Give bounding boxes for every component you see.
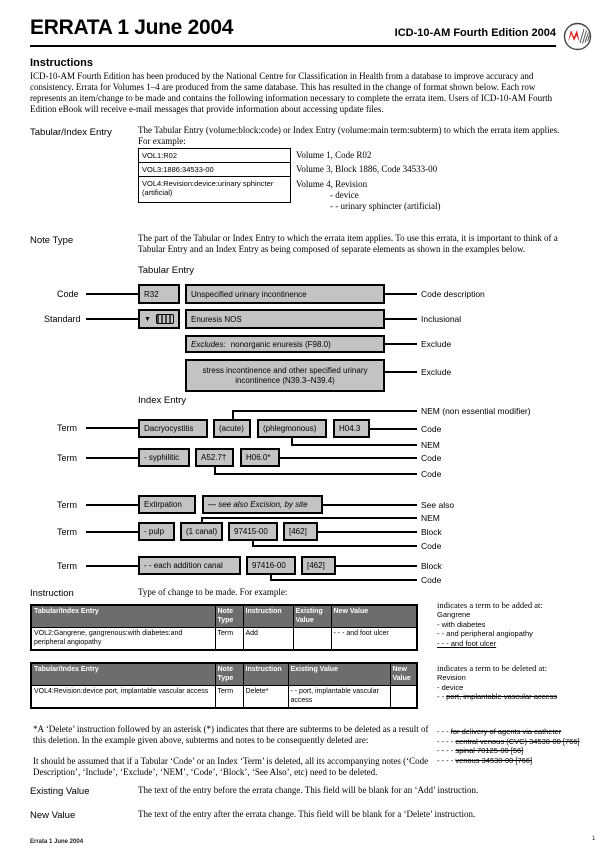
diagram-label-exclude: Exclude [421,339,452,349]
block-box: [462] [283,522,318,541]
connector-line [385,318,417,320]
index-term-box: Dacryocystitis [138,419,208,438]
ncch-logo-icon [563,22,592,51]
table-row [31,628,417,651]
diagram-label-exclude: Exclude [421,367,452,377]
cell-instruction: Delete* [243,686,288,709]
code-box: 97415-00 [228,522,278,541]
note-line: - with diabetes [437,619,486,629]
diagram-label-code: Code [421,575,442,585]
connector-line [214,473,417,475]
deleted-prefix: - - - - [437,755,456,765]
diagram-label-code: Code [421,424,442,434]
cell-entry: VOL2:Gangrene, gangrenous:with diabetes:and peripheral angiopathy [31,628,215,651]
new-value-description: The text of the entry after the errata change. This field will be blank for a ‘Delete’ instruction. [138,809,476,819]
col-header-existing-value: Existing Value [288,663,390,686]
note-line-added: - - - and foot ulcer [437,638,497,648]
excludes-text: nonorganic enuresis (F98.0) [230,339,331,349]
section-label-tabular-index-entry: Tabular/Index Entry [30,127,112,138]
deleted-text: venous 34530-00 [766] [455,755,533,765]
instructions-heading: Instructions [30,57,93,69]
col-header-instruction: Instruction [243,663,288,686]
see-also-box: — see also Excision, by site [202,495,323,514]
deleted-subterms-list [437,727,609,765]
section-label-instruction: Instruction [30,588,74,599]
note-intro: indicates a term to be deleted at: [437,663,547,673]
cell-new-value [390,686,417,709]
connector-line [201,517,417,519]
col-header-new-value: New Value [331,605,417,628]
tabular-index-description: The Tabular Entry (volume:block:code) or Index Entry (volume:main term:subterm) to which the errata item applies. [138,125,560,135]
diagram-label-code-description: Code description [421,289,485,299]
diagram-label-inclusional: Inclusional [421,314,462,324]
connector-line [323,504,417,506]
footer-title: Errata 1 June 2004 [30,839,84,845]
nem-box: (phlegmonous) [257,419,327,438]
note-line-deleted [437,692,609,702]
col-header-existing-value: Existing Value [293,605,331,628]
deleted-prefix: - - [437,692,447,701]
connector-line [270,579,417,581]
example-entry-box: VOL1:R02 [138,148,291,163]
col-header-note-type: Note Type [215,605,243,628]
connector-line [385,293,417,295]
connector-line [291,444,417,446]
connector-line [86,504,138,506]
excludes-box-2: stress incontinence and other specified urinary incontinence (N39.3–N39.4) [185,359,385,392]
existing-value-description: The text of the entry before the errata change. This field will be blank for an ‘Add’ instruction. [138,785,479,795]
diagram-label-code: Code [57,289,79,299]
connector-line [280,457,417,459]
cell-existing-value: - - port, implantable vascular access [288,686,390,709]
code-box: H04.3 [333,419,370,438]
standard-flag-box [138,309,180,329]
connector-line [86,531,138,533]
deleted-prefix: - - - - [437,736,456,746]
diagram-label-code: Code [421,453,442,463]
deleted-subterm [437,746,609,756]
diagram-label-nem: NEM [421,440,440,450]
index-term-box: - syphilitic [138,448,190,467]
diagram-label-block: Block [421,527,442,537]
cell-existing-value [293,628,331,651]
connector-line [252,545,417,547]
example-entry-meaning: Volume 4, Revision [296,179,368,189]
deleted-prefix: - - - - [437,746,456,755]
asterisk-note: *A ‘Delete’ instruction followed by an asterisk (*) indicates that there are subterms to be deleted as a result of this deletion. In the example given above, subterms and notes to be consequently deleted are: [33,724,429,745]
deleted-text: for delivery of agents via catheter [450,727,562,736]
instruction-description: Type of change to be made. For example: [138,587,288,597]
note-line: Revision [437,673,466,682]
example-entry-meaning-sub: - device [330,190,359,200]
connector-line [86,427,138,429]
table-row [31,686,417,709]
index-entry-heading: Index Entry [138,395,187,406]
block-box: [462] [301,556,336,575]
cell-instruction: Add [243,628,293,651]
nem-box: (acute) [213,419,251,438]
diagram-label-term: Term [57,500,77,510]
add-note-block [437,600,609,648]
diagram-label-nem-full: NEM (non essential modifier) [421,406,531,416]
diagram-label-term: Term [57,527,77,537]
note-type-description: The part of the Tabular or Index Entry to which the errata item applies. To use this errata, it is important to think of a Tabular Entry and an Index Entry as being composed of separate elements as shown in the examples below. [138,233,558,254]
cell-entry: VOL4:Revision:device port, implantable vascular access [31,686,215,709]
example-entry-box: VOL4:Revision:device:urinary sphincter (artificial) [138,176,291,203]
instructions-body: ICD-10-AM Fourth Edition has been produced by the National Centre for Classification in Health from a database to improve accuracy and consistency. Errata for Volumes 1–4 are produced from the same database. This has resulted in the change of format shown below. Each row represents an item/change to be made and contains the following information necessary to complete the errata item. Users of ICD-10-AM Fourth Edition eBook will receive e-mail messages that provide information about accessing update files. [30,71,553,114]
errata-example-table-delete [30,662,418,709]
code-box: R32 [138,284,180,304]
diagram-label-see-also: See also [421,500,455,510]
example-entry-meaning: Volume 3, Block 1886, Code 34533-00 [296,164,438,174]
diagram-label-term: Term [57,561,77,571]
footer-page-number: 1 [592,836,596,842]
diagram-label-code: Code [421,469,442,479]
example-entry-meaning-sub: - - urinary sphincter (artificial) [330,201,441,211]
section-label-existing-value: Existing Value [30,786,90,797]
section-label-note-type: Note Type [30,235,74,246]
example-entry-box: VOL3:1886:34533-00 [138,162,291,177]
code-box: A52.7† [195,448,234,467]
connector-line [318,531,417,533]
connector-line [385,371,417,373]
index-term-box: Extirpation [138,495,196,514]
diagram-label-standard: Standard [44,314,81,324]
connector-line [86,565,138,567]
cell-note-type: Term [215,628,243,651]
diagram-label-nem: NEM [421,513,440,523]
code-box: 97416-00 [246,556,296,575]
code-description-box: Unspecified urinary incontinence [185,284,385,304]
diagram-label-term: Term [57,423,77,433]
standard-flag-icon: ▼ [144,315,151,323]
excludes-box [185,335,385,353]
errata-example-table-add [30,604,418,651]
edition-label: ICD-10-AM Fourth Edition 2004 [394,27,556,39]
col-header-entry: Tabular/Index Entry [31,663,215,686]
connector-line [385,343,417,345]
connector-line [86,293,138,295]
deleted-subterm [437,727,609,737]
diagram-label-code: Code [421,541,442,551]
deleted-text: port, implantable vascular access [446,692,558,701]
connector-line [336,565,417,567]
diagram-label-term: Term [57,453,77,463]
deleted-text: central venous (CVC) 34530-00 [766] [455,736,580,746]
deleted-subterm [437,737,609,747]
excludes-prefix: Excludes: [191,339,226,349]
section-label-new-value: New Value [30,810,76,821]
code-box: H06.0* [240,448,280,467]
connector-line [370,428,417,430]
deleted-subterm [437,756,609,766]
note-line: - - and peripheral angiopathy [437,629,533,638]
standard-code-badge-icon [156,314,174,324]
note-line: - device [437,682,464,692]
connector-line [86,457,138,459]
example-entry-meaning: Volume 1, Code R02 [296,150,372,160]
deleted-prefix: - - - [437,727,451,736]
index-term-box: - pulp [138,522,175,541]
col-header-entry: Tabular/Index Entry [31,605,215,628]
tabular-entry-heading: Tabular Entry [138,265,194,276]
cell-new-value: - - - and foot ulcer [331,628,417,651]
header-divider [30,45,556,47]
connector-line [86,318,138,320]
nem-box: (1 canal) [180,522,223,541]
index-term-box: - - each addition canal [138,556,241,575]
col-header-note-type: Note Type [215,663,243,686]
page-title: ERRATA 1 June 2004 [30,16,234,39]
deleted-text: spinal 70125-00 [56] [455,746,524,755]
cell-note-type: Term [215,686,243,709]
delete-note-block [437,663,609,702]
note-line: Gangrene [437,610,471,619]
col-header-new-value: New Value [390,663,417,686]
diagram-label-block: Block [421,561,442,571]
assumption-note: It should be assumed that if a Tabular ‘Code’ or an Index ‘Term’ is deleted, all its accompanying notes (‘Code Description’, ‘Include’, ‘Exclude’, ‘NEM’, ‘Code’, ‘Block’, ‘See Also’, etc) need to be deleted. [33,756,429,777]
note-intro: indicates a term to be added at: [437,600,543,610]
for-example-label: For example: [138,136,186,146]
inclusion-box: Enuresis NOS [185,309,385,329]
connector-line [232,410,417,412]
col-header-instruction: Instruction [243,605,293,628]
connector-line [232,410,234,419]
